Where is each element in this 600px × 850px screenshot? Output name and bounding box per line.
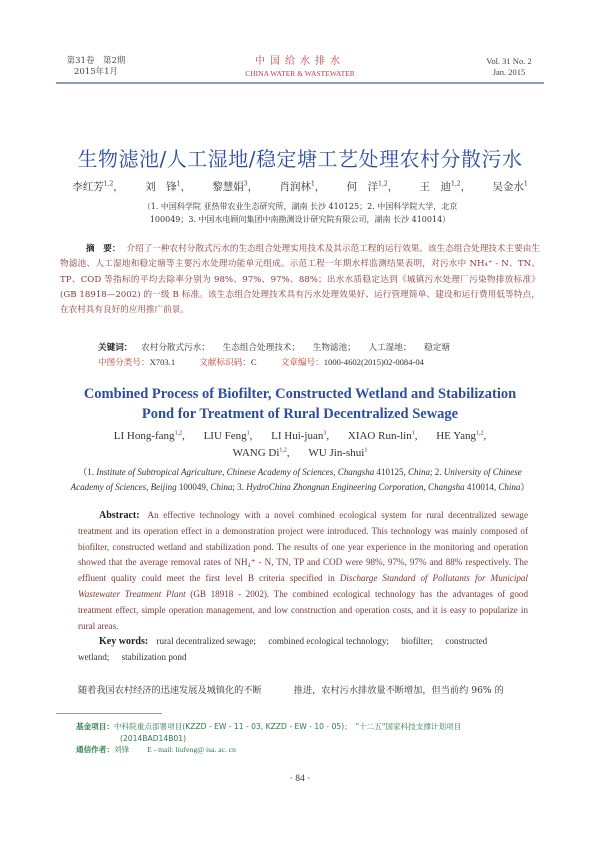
author-en: LI Hui-juan$^3$,: [271, 430, 330, 442]
body-column-2: 推进，农村污水排放量不断增加，但当前约 96% 的: [293, 685, 504, 696]
date-en: Jan. 2015: [492, 67, 526, 77]
keywords-cn: [98, 341, 460, 353]
abstract-cn: [60, 242, 540, 318]
abstract-label-en: Abstract:: [99, 510, 140, 521]
author-list-en: [60, 428, 540, 462]
doc-code-value: C: [250, 357, 257, 367]
author-en: WU Jin-shui$^1$: [308, 447, 368, 459]
fund-label: 基金项目：: [76, 722, 114, 731]
article-number-value: 1000-4602(2015)02-0084-04: [323, 357, 424, 367]
author-cn: 王 迪$^{1,2}$，: [419, 180, 472, 193]
paper-title-cn: 生物滤池/人工湿地/稳定塘工艺处理农村分散污水: [77, 147, 523, 171]
author-cn: 何 洋$^{1,2}$，: [346, 180, 399, 193]
header-volume-cn: [56, 56, 136, 78]
keyword: 农村分散式污水；: [141, 343, 210, 353]
author-list-cn: [0, 179, 600, 194]
journal-name: [180, 56, 420, 79]
fund-text-cont: (2014BAD14B01): [120, 733, 187, 743]
keyword: 人工湿地；: [368, 343, 412, 353]
volume-issue-cn: 第31卷 第2期: [66, 56, 126, 66]
paper-title-en: Combined Process of Biofilter, Constructed Wetland and Stabilization Pond for Treatment of Rural Decentralized Sewage: [83, 386, 517, 422]
keyword: combined ecological technology;: [268, 636, 389, 646]
abstract-en: Abstract: An effective technology with a novel combined ecological system for rural decentralized sewage treatment and its operation effect in a demonstration project were introduced. This technology was mainly composed of biofilter, constructed wetland and stabilization pond. The results of one year experience in the monitoring and operation showed that the average removal rates of NH₄⁺ - N, TN, TP and COD were 98%, 97%, 97% and 88% respectively. The effluent quality could meet the first level B criteria specified in Discharge Standard of Pollutants for Municipal Wastewater Treatment Plant (GB 18918 - 2002). The combined ecological technology has the advantages of good treatment effect, simple operation management, and low construction and operation costs, and it is easy to popularize in rural areas.: [78, 510, 529, 631]
keyword: constructed wetland;: [78, 636, 488, 662]
header-divider: [56, 82, 544, 84]
running-header: [56, 56, 544, 80]
body-text-start: [78, 682, 548, 696]
standard-title: Discharge Standard of Pollutants for Municipal Wastewater Treatment Plant: [78, 573, 529, 599]
author-en: LIU Feng$^1$,: [203, 430, 253, 442]
corresponding-author: 刘锋: [113, 745, 130, 754]
footnote: [76, 721, 546, 756]
footnote-divider: [56, 713, 162, 714]
classification-line: [98, 356, 424, 368]
author-en: WANG Di$^{1,2}$,: [232, 447, 290, 459]
journal-name-en: CHINA WATER & WASTEWATER: [245, 69, 355, 78]
keyword: rural decentralized sewage;: [156, 636, 256, 646]
page-number: · 84 ·: [289, 774, 311, 784]
author-cn: 黎慧娟$^3$，: [212, 180, 259, 193]
keyword: biofilter;: [401, 636, 434, 646]
journal-name-cn: 中国给水排水: [255, 56, 345, 67]
author-cn: 吴金水$^1$: [492, 180, 528, 193]
author-cn: 李红芳$^{1,2}$，: [72, 180, 124, 193]
author-cn: 肖润林$^1$，: [279, 180, 326, 193]
author-en: LI Hong-fang$^{1,2}$,: [113, 430, 185, 442]
keyword: 生态组合处理技术；: [222, 343, 300, 353]
header-volume-en: [474, 56, 544, 78]
article-number-label: 文章编号：: [280, 358, 324, 368]
clc-value: X703.1: [149, 357, 176, 367]
affiliations-cn: （1. 中国科学院 亚热带农业生态研究所，湖南 长沙 410125；2. 中国科学院大学，北京 100049；3. 中国水电顾问集团中南勘测设计研究院有限公司，湖南 长沙 410014）: [142, 202, 458, 224]
author-en: XIAO Run-lin$^1$,: [347, 430, 418, 442]
fund-text: 中科院重点部署项目(KZZD - EW - 11 - 03, KZZD - EW - 10 - 05)； "十二五"国家科技支撑计划项目: [113, 722, 462, 731]
corresponding-email[interactable]: E - mail: liufeng@ isa. ac. cn: [147, 745, 236, 754]
abstract-text-cn: 介绍了一种农村分散式污水的生态组合处理实用技术及其示范工程的运行效果。该生态组合处理技术主要由生物滤池、人工湿地和稳定塘等主要污水处理功能单元组成。示范工程一年期水样监测结果表明，对污水中 NH₄⁺ - N、TN、TP、COD 等指标的平均去除率分别为 98%、97%、97%、88%；出水水质稳定达到《城镇污水处理厂污染物排放标准》(GB 18918—2002) 的一级 B 标准。该生态组合处理技术具有污水处理效果好、运行管理简单、建设和运行费用低等特点，在农村具有良好的应用推广前景。: [60, 244, 540, 316]
keyword: 生物滤池；: [312, 343, 356, 353]
date-cn: 2015年1月: [73, 67, 119, 77]
keywords-en: [78, 634, 528, 666]
keywords-label-en: Key words:: [99, 636, 149, 647]
affiliations-en: （1. Institute of Subtropical Agriculture, Chinese Academy of Sciences, Changsha 410125, China; 2. University of Chinese Academy of Sciences, Beijing 100049, China; 3. HydroChina Zhongnan Engineering Corporation, Changsha 410014, China）: [70, 467, 530, 492]
author-en: HE Yang$^{1,2}$,: [436, 430, 487, 442]
abstract-label-cn: 摘 要：: [86, 244, 121, 254]
volume-issue-en: Vol. 31 No. 2: [486, 56, 532, 66]
corresponding-label: 通信作者：: [76, 745, 114, 754]
keywords-label-cn: 关键词：: [98, 343, 133, 353]
keyword: 稳定塘: [424, 343, 450, 353]
author-cn: 刘 锋$^1$，: [145, 180, 191, 193]
keyword: stabilization pond: [121, 651, 187, 662]
clc-label: 中图分类号：: [98, 358, 150, 368]
body-column-1: 随着我国农村经济的迅速发展及城镇化的不断: [78, 685, 262, 696]
doc-code-label: 文献标识码：: [199, 358, 251, 368]
